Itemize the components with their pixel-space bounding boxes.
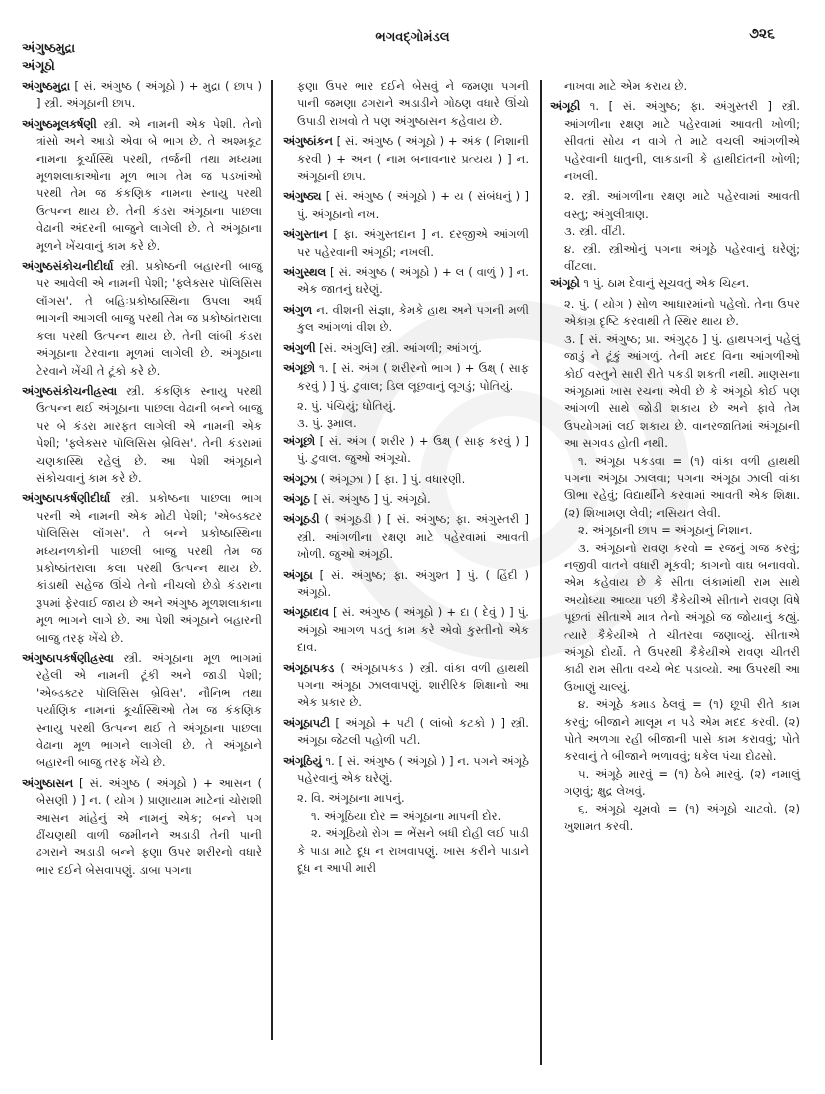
entry-idiom: ૫. અંગૂઠે મારવું = (૧) ઠેબે મારવું. (૨) નમાલું ગણવું; ક્ષુદ્ર લેખવું. bbox=[564, 766, 800, 799]
dictionary-entry bbox=[283, 511, 529, 563]
entry-definition: ૧ પું. ઠામ દેવાનું સૂચવતું એક ચિહ્ન. bbox=[579, 276, 750, 291]
dictionary-entry bbox=[22, 650, 262, 772]
column-middle bbox=[283, 78, 529, 877]
entry-headword: અંગુષ્ઠાંકન bbox=[283, 134, 333, 149]
entry-definition: [ સં. અંગ ( શરીર ) + ઉક્ષ્ ( સાફ કરવું ) ] પું. ટુવાલ. જુઓ અંગૂચો. bbox=[297, 433, 529, 466]
dictionary-entry bbox=[550, 98, 800, 185]
entry-definition: ફણા ઉપર ભાર દઈને બેસવું ને જમણા પગની પાની જમણા ઢગરાને અડાડીને ગોઠણ વધારે ઊંચો ઉપાડી રાખવો તે પણ અંગુષ્ઠાસન કહેવાય છે. bbox=[297, 79, 529, 128]
entry-idiom: ૧. અંગૂઠિયા દોર = અંગૂઠાના માપની દોર. bbox=[311, 808, 502, 823]
entry-definition: [ ફા. અંગુસ્તદાન ] ન. દરજીએ આંગળી પર પહેરવાની અંગૂઠી; નખલી. bbox=[297, 227, 529, 259]
entry-sense: ૪. સ્ત્રી. સ્ત્રીઓનું પગના અંગૂઠે પહેરવાનું ઘરેણું; વીંટલા. bbox=[564, 241, 800, 274]
dictionary-entry bbox=[283, 360, 529, 395]
entry-headword: અંગુષ્ઠાપકર્ષણીદીર્ઘા bbox=[22, 491, 111, 506]
entry-headword: અંગૂઠો bbox=[550, 276, 580, 291]
entry-definition: સ્ત્રી. અંગૂઠાના મૂળ ભાગમાં રહેલી એ નામની ટૂંકી અને જાડી પેશી; 'એબ્ડક્ટર પૉલિસિસ બ્રેવિસ'. નૌનિભ તથા પર્યાણિક નામનાં કૂર્ચાસ્થિઓ તેમ જ કંકણિક સ્નાયુ પરથી ઉત્પન્ન થઈ તે અંગૂઠાના પાછલા વેઢાના મૂળ ભાગને લાગેલી છે. તે અંગૂઠાને બહારની બાજુ તરફ ખેંચે છે. bbox=[36, 651, 262, 770]
entry-sense: ૨. પું. પંચિયું; ધોતિયું. bbox=[297, 398, 396, 413]
entry-headword: અંગૂછો bbox=[283, 361, 315, 376]
entry-definition: [ સં. અંગુષ્ઠ ] પું. અંગૂઠો. bbox=[309, 491, 431, 506]
dictionary-entry bbox=[550, 275, 800, 292]
entry-definition: ન. વીશની સંજ્ઞા, કેમકે હાથ અને પગની મળી કુલ આંગળાં વીશ છે. bbox=[297, 302, 529, 335]
dictionary-entry bbox=[22, 116, 262, 255]
column-left bbox=[22, 78, 262, 882]
entry-headword: અંગૂઠડી bbox=[283, 512, 320, 527]
entry-definition: સ્ત્રી. પ્રકોષ્ઠની બહારની બાજુ પર આવેલી એ નામની પેશી; 'ફ્લેક્સર પૉલિસિસ લૉંગસ'. તે બહિઃપ્રકોષ્ઠાસ્થિના ઉપલા અર્ધ ભાગની આગલી બાજુ પરથી તેમ જ પ્રકોષ્ઠાંતરાલા કલા પરથી ઉત્પન્ન થાય છે. તેની લાંબી કંડરા અંગૂઠાના ટેરવાના મૂળમાં લાગેલી છે. અંગૂઠાના ટેરવાને ખેંચી તે ટૂંકો કરે છે. bbox=[36, 259, 262, 378]
entry-headword: અંગૂઠી bbox=[550, 99, 581, 114]
entry-headword: અંગુષ્ઠમુદ્રા bbox=[22, 79, 71, 93]
dictionary-entry bbox=[283, 340, 529, 357]
dictionary-entry bbox=[22, 78, 262, 113]
entry-idiom: ૨. અંગૂઠિયો રોગ = ભેંસને બધી દોહી લઈ પાડી કે પાડા માટે દૂધ ન રાખવાપણું. ખાસ કરીને પાડાને દૂધ ન આપી મારી bbox=[297, 826, 529, 876]
entry-idiom: ૪. અંગૂઠે કમાડ ઠેલવું = (૧) છૂપી રીતે કામ કરવું; બીજાને માલૂમ ન પડે એમ મદદ કરવી. (૨) પોતે અળગા રહી બીજાની પાસે કામ કરાવવું; પોતે કરવાનું તે બીજાને ભળાવવું; ધકેલ પંચા દોઢસો. bbox=[564, 697, 800, 764]
entry-definition: ૧. [ સં. અંગુષ્ઠ ( અંગૂઠો ) ] ન. પગને અંગૂઠે પહેરવાનું એક ઘરેણું. bbox=[297, 753, 529, 786]
entry-headword: અંગુસ્થલ bbox=[283, 265, 327, 280]
entry-headword: અંગૂઠાપકડ bbox=[283, 660, 335, 675]
dictionary-entry bbox=[283, 302, 529, 337]
entry-headword: અંગુષ્ઠમૂલકર્ષણી bbox=[22, 116, 97, 131]
entry-headword: અંગુષ્ઠસંકોચનીદીર્ઘા bbox=[22, 259, 114, 274]
dictionary-entry bbox=[22, 383, 262, 487]
entry-definition: સ્ત્રી. પ્રકોષ્ઠના પાછલા ભાગ પરની એ નામની એક મોટી પેશી; 'એબ્ડક્ટર પૉલિસિસ લૉંગસ'. તે બન્ને પ્રકોષ્ઠાસ્થિના મધ્યનળકોની પાછલી બાજુ પરથી તેમ જ પ્રકોષ્ઠાંતરાલા કલા પરથી ઉત્પન્ન થાય છે. કાંડાથી સહેજ ઊંચે તેનો નીચલો છેડો કંડરાના રૂપમાં ફેરવાઈ જાય છે અને અંગુષ્ઠ મૂળશલાકાના મૂળ ભાગને લાગે છે. આ પેશી અંગૂઠાને બહારની બાજુ તરફ ખેંચે છે. bbox=[36, 491, 262, 645]
entry-definition: [ સં. અંગુષ્ઠ ( અંગૂઠો ) + લ ( વાળું ) ] ન. એક જાતનું ઘરેણું. bbox=[297, 265, 529, 297]
dictionary-entry bbox=[283, 133, 529, 185]
entry-definition: ૧. [ સં. અંગુષ્ઠ; ફા. અંગુસ્તરી ] સ્ત્રી. આંગળીના રક્ષણ માટે પહેરવામાં આવતી ખોળી; સીવતાં સોય ન વાગે તે માટે વચલી આંગળીએ પહેરવાની ધાતુની, લાકડાની કે હાથીદાંતની ખોળી; નખલી. bbox=[564, 99, 800, 184]
guide-word-top: અંગુષ્ઠમુદ્રા bbox=[22, 40, 76, 55]
entry-headword: અંગુષ્ઠસંકોચનીહ્રસ્વા bbox=[22, 383, 117, 398]
entry-headword: અંગૂઝા bbox=[283, 471, 317, 486]
dictionary-entry bbox=[22, 775, 262, 879]
dictionary-entry bbox=[283, 226, 529, 261]
entry-headword: અંગુષ્ઠ્ય bbox=[283, 189, 322, 204]
entry-definition: [ સં. અંગુષ્ઠ ( અંગૂઠો ) + દા ( દેવું ) ] પું. અંગૂઠો આગળ પડતું કામ કરે એવો કુસ્તીનો એક દાવ. bbox=[297, 605, 529, 655]
column-divider bbox=[271, 80, 273, 1040]
entry-headword: અંગુળી bbox=[283, 340, 316, 355]
guide-word-bottom: અંગૂઠો bbox=[22, 58, 55, 73]
entry-idiom: ૩. અંગૂઠાનો રાવણ કરવો = રજનું ગજ કરવું; નજીવી વાતને વધારી મૂકવી; કાગનો વાઘ બનાવવો. એમ કહેવાય છે કે સીતા લંકામાંથી રામ સાથે અયોધ્યા આવ્યા પછી કૈકેયીએ સીતાને રાવણ વિષે પૂછતાં સીતાએ માત્ર તેનો અંગૂઠો જ જોયાનું કહ્યું. ત્યારે કૈકેયીએ તે ચીતરવા જણાવ્યું. સીતાએ અંગૂઠો દોર્યો. તે ઉપરથી કૈકેયીએ રાવણ ચીતરી કાઢી રામ સીતા વચ્ચે ભેદ પડાવ્યો. આ ઉપરથી આ ઉખાણું ચાલ્યું. bbox=[564, 540, 800, 694]
page-number: ૭૨૬ bbox=[749, 26, 775, 42]
entry-definition: [ સં. અંગુષ્ઠ ( અંગૂઠો ) + આસન ( બેસણી ) ] ન. ( યોગ ) પ્રાણાયામ માટેનાં ચોરાશી આસન માંહેનું એ નામનું એક; બન્ને પગ ઢીંચણથી વાળી જમીનને અડાડી તેની પાની ઢગરાને અડાડી બન્ને ફણા ઉપર શરીરનો વધારે ભાર દઈને બેસવાપણું. ડાબા પગના bbox=[36, 775, 262, 877]
entry-continuation bbox=[283, 78, 529, 130]
entry-sense: ૩. [ સં. અંગુષ્ઠ; પ્રા. અંગુટ્ઠ ] પું. હાથપગનું પહેલું જાડું ને ટૂંકું આંગળું. તેની મદદ વિના આંગળીઓ કોઈ વસ્તુને સારી રીતે પકડી શકતી નથી. માણસના અંગૂઠામાં ખાસ રચના એવી છે કે અંગૂઠો કોઈ પણ આંગળી સાથે જોડી શકાય છે અને ફાવે તેમ ઉપયોગમાં લઈ શકાય છે. વાનરજાતિમાં અંગૂઠાની આ સગવડ હોતી નથી. bbox=[564, 331, 800, 451]
entry-headword: અંગૂઠાપટી bbox=[283, 715, 330, 730]
entry-headword: અંગુળ bbox=[283, 302, 313, 317]
dictionary-entry bbox=[22, 490, 262, 647]
entry-continuation bbox=[550, 78, 800, 95]
entry-idiom: ૨. અંગૂઠાની છાપ = અંગૂઠાનું નિશાન. bbox=[578, 523, 753, 538]
entry-sense: ૨. પું. ( યોગ ) સોળ આધારમાંનો પહેલો. તેના ઉપર એકાગ્ર દૃષ્ટિ કરવાથી તે સ્થિર થાય છે. bbox=[564, 296, 800, 329]
entry-headword: અંગૂછો bbox=[283, 433, 315, 448]
dictionary-entry bbox=[283, 660, 529, 712]
entry-definition: સ્ત્રી. કંકણિક સ્નાયુ પરથી ઉત્પન્ન થઈ અંગૂઠાના પાછલા વેઢાની બન્ને બાજુ પર બે કંડરા મારફત લાગેલી એ નામની એક પેશી; 'ફ્લેક્સર પૉલિસિસ બ્રેવિસ'. તેની કંડરામાં ચણકાસ્થિ રહેલું છે. આ પેશી અંગૂઠાને સંકોચવાનું કામ કરે છે. bbox=[36, 383, 262, 485]
entry-definition: [ સં. અંગુષ્ઠ ( અંગૂઠો ) + ય ( સંબંધનું ) ] પું. અંગૂઠાનો નખ. bbox=[297, 189, 529, 221]
dictionary-entry bbox=[283, 567, 529, 602]
entry-definition: ( અંગૂઠાપકડ ) સ્ત્રી. વાંકા વળી હાથથી પગના અંગૂઠા ઝાલવાપણું. શારીરિક શિક્ષાનો આ એક પ્રકાર છે. bbox=[297, 660, 529, 710]
entry-definition: [ સં. અંગુષ્ઠ ( અંગૂઠો ) + મુદ્રા ( છાપ ) ] સ્ત્રી. અંગૂઠાની છાપ. bbox=[36, 79, 262, 111]
entry-sense: ૨. વિ. અંગૂઠાના માપનું. bbox=[297, 791, 405, 806]
entry-headword: અંગુષ્ઠાપકર્ષણીહ્રસ્વા bbox=[22, 651, 114, 665]
entry-sense: ૨. સ્ત્રી. આંગળીના રક્ષણ માટે પહેરવામાં આવતી વસ્તુ; અંગુલીત્રાણ. bbox=[564, 189, 800, 221]
entry-headword: અંગુષ્ઠાસન bbox=[22, 775, 74, 790]
entry-headword: અંગૂઠા bbox=[283, 567, 313, 582]
entry-sense: ૩. સ્ત્રી. વીંટી. bbox=[564, 224, 626, 239]
entry-idiom: ૬. અંગૂઠો ચૂમવો = (૧) અંગૂઠો ચાટવો. (૨) ખુશામત કરવી. bbox=[564, 801, 800, 834]
dictionary-entry bbox=[283, 491, 529, 508]
dictionary-entry bbox=[283, 433, 529, 468]
entry-definition: ૧. [ સં. અંગ ( શરીરનો ભાગ ) + ઉક્ષ્ ( સાફ કરવું ) ] પું. ટુવાલ; ડિલ લૂછવાનું લૂગડું; પોતિયું. bbox=[297, 361, 529, 393]
dictionary-entry bbox=[283, 264, 529, 299]
dictionary-entry bbox=[283, 604, 529, 656]
dictionary-entry bbox=[22, 258, 262, 380]
entry-definition: [ સં. અંગુષ્ઠ; ફા. અંગુશ્ત ] પું. ( હિંદી ) અંગૂઠો. bbox=[297, 567, 529, 599]
entry-definition: [ સં. અંગુષ્ઠ ( અંગૂઠો ) + અંક ( નિશાની કરવી ) + અન ( નામ બનાવનાર પ્રત્યય ) ] ન. અંગૂઠાની છાપ. bbox=[297, 134, 529, 184]
entry-definition: સ્ત્રી. એ નામની એક પેશી. તેનો ત્રાંસો અને આડો એવા બે ભાગ છે. તે અશ્મકૂટ નામના કૂર્ચાસ્થિ પરથી, તર્જની તથા મધ્યમા મૂળશલાકાઓના મૂળ ભાગ તેમ જ પડખાંઓ પરથી તેમ જ કંકણિક નામના સ્નાયુ પરથી ઉત્પન્ન થાય છે. તેની કંડરા અંગૂઠાના પાછલા વેઢાની અંદરની બાજુને લાગેલી છે. તે અંગૂઠાના મૂળને ખેંચવાનું કામ કરે છે. bbox=[36, 116, 262, 253]
dictionary-entry bbox=[283, 471, 529, 488]
column-right bbox=[550, 78, 800, 835]
entry-sense: ૩. પું. રૂમાલ. bbox=[297, 416, 357, 431]
entry-headword: અંગૂઠાદાવ bbox=[283, 605, 329, 620]
entry-idiom: ૧. અંગૂઠા પકડવા = (૧) વાંકા વળી હાથથી પગના અંગૂઠા ઝાલવા; પગના અંગૂઠા ઝાલી વાંકા ઊભા રહેવું; વિદ્યાર્થીને કરવામાં આવતી એક શિક્ષા. (૨) શિખામણ લેવી; નસિયત લેવી. bbox=[564, 453, 800, 520]
dictionary-entry bbox=[283, 753, 529, 788]
dictionary-entry bbox=[283, 188, 529, 223]
entry-definition: નાખવા માટે એમ કરાય છે. bbox=[564, 79, 688, 93]
entry-definition: ( અંગૂઝા ) [ ફા. ] પું. વધારણી. bbox=[317, 471, 466, 486]
entry-headword: અંગુસ્તાન bbox=[283, 227, 328, 242]
column-divider bbox=[540, 80, 542, 1065]
dictionary-entry bbox=[283, 715, 529, 750]
entry-definition: [સં. અંગુલિ] સ્ત્રી. આંગળી; આંગળું. bbox=[315, 340, 482, 355]
entry-headword: અંગૂઠિયું bbox=[283, 753, 322, 768]
running-title: ભગવદ્ગોમંડલ bbox=[375, 30, 450, 45]
entry-headword: અંગૂઠ bbox=[283, 491, 310, 506]
entry-definition: ( અંગૂઠડી ) [ સં. અંગુષ્ઠ; ફા. અંગુસ્તરી ] સ્ત્રી. આંગળીના રક્ષણ માટે પહેરવામાં આવતી ખોળી. જુઓ અંગૂઠી. bbox=[297, 512, 529, 562]
entry-definition: [ અંગૂઠો + પટી ( લાંબો કટકો ) ] સ્ત્રી. અંગૂઠા જેટલી પહોળી પટી. bbox=[297, 715, 529, 748]
